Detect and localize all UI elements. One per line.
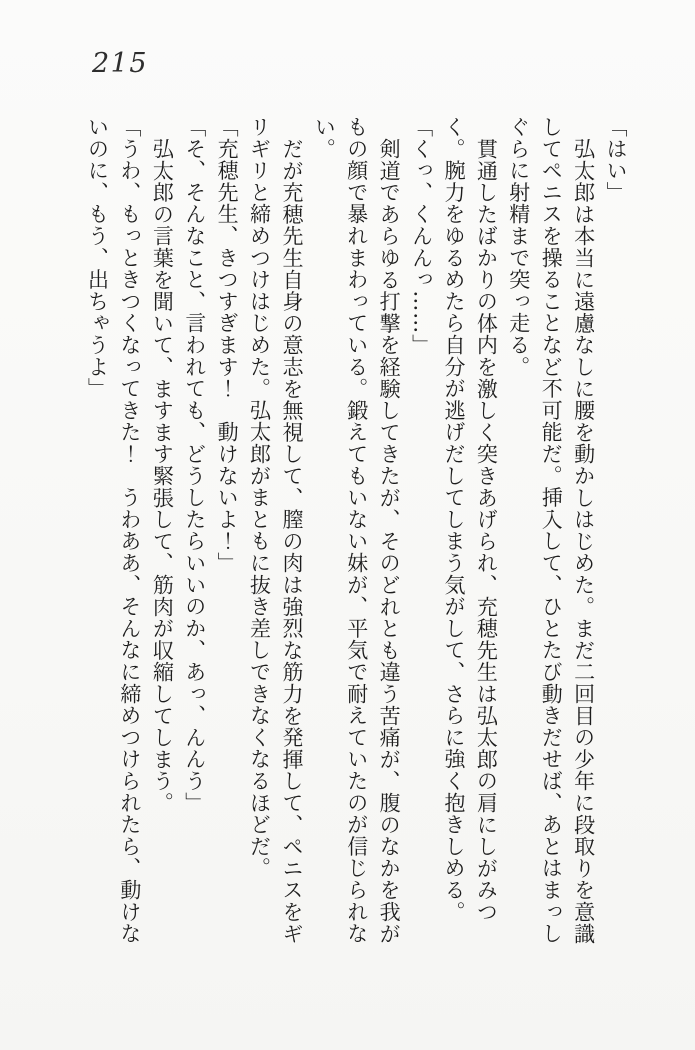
- paragraph-dialogue: 「充穂先生、きつすぎます！ 動けないよ！」: [215, 116, 240, 574]
- page-number: 215: [92, 48, 149, 79]
- paragraph-narration: 剣道であらゆる打撃を経験してきたが、そのどれとも違う苦痛が、腹のなかを我がもの顔で暴れまわっている。鍛えてもいない妹が、平気で耐えていたのが信じられない。: [312, 116, 402, 945]
- paragraph-narration: 貫通したばかりの体内を激しく突きあげられ、充穂先生は弘太郎の肩にしがみつく。腕力をゆるめたら自分が逃げだしてしまう気がして、さらに強く抱きしめる。: [441, 116, 499, 923]
- paragraph-narration: 弘太郎は本当に遠慮なしに腰を動かしはじめた。まだ二回目の少年に段取りを意識してペニスを操ることなど不可能だ。挿入して、ひとたび動きだせば、あとはまっしぐらに射精まで突っ走る。: [506, 116, 596, 945]
- paragraph-dialogue: 「くっ、くんんっ……」: [409, 116, 434, 356]
- body-text: [81, 116, 632, 946]
- paragraph-dialogue: 「はい」: [604, 116, 628, 204]
- paragraph-dialogue: 「うわ、もっときつくなってきた！ うわああ、そんなに締めつけられたら、動けないのに、もう、出ちゃうよ」: [85, 116, 142, 945]
- paragraph-narration: 弘太郎の言葉を聞いて、ますます緊張して、筋肉が収縮してしまう。: [150, 137, 175, 814]
- paragraph-narration: だが充穂先生自身の意志を無視して、膣の肉は強烈な筋力を発揮して、ペニスをギリギリと締めつけはじめた。弘太郎がまともに抜き差しできなくなるほどだ。: [247, 116, 304, 945]
- paragraph-dialogue: 「そ、そんなこと、言われても、どうしたらいいのか、あっ、んんう」: [182, 116, 207, 814]
